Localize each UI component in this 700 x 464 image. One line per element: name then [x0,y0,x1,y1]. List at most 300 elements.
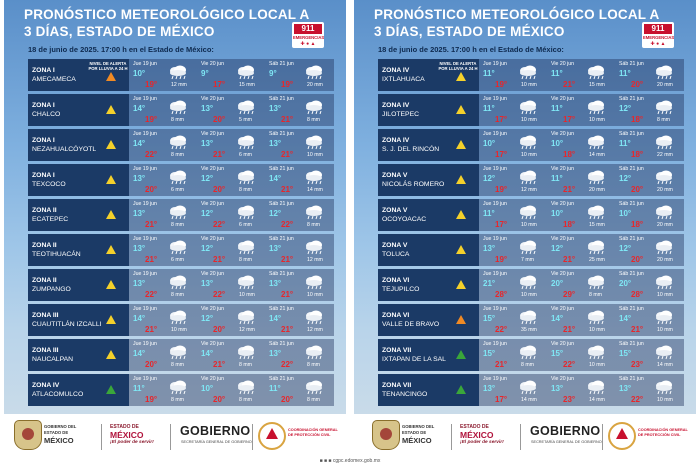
precipitation-amount: 10 mm [171,327,187,333]
zone-name: ZONA I [32,102,55,109]
rain-cloud-icon [167,345,189,361]
max-temperature: 17° [495,395,508,404]
gobierno-title: GOBIERNO [180,424,251,438]
precipitation-amount: 20 mm [657,257,673,263]
rain-cloud-icon [517,205,539,221]
zone-name: ZONA VI [382,277,410,284]
precipitation-amount: 35 mm [521,327,537,333]
social-url[interactable]: cgpc.edomex.gob.mx [332,458,381,464]
rain-cloud-icon [167,275,189,291]
max-temperature: 19° [495,185,508,194]
day-label: Vie 20 jun [201,271,224,277]
min-temperature: 13° [269,104,282,113]
rain-cloud-icon [517,345,539,361]
alert-yellow-icon [106,350,116,359]
min-temperature: 15° [551,349,564,358]
day-forecast [481,199,549,231]
max-temperature: 17° [213,80,226,89]
rain-cloud-icon [585,100,607,116]
rain-cloud-icon [167,170,189,186]
zone-row-nicolas-romero [378,164,684,196]
day-label: Vie 20 jun [201,236,224,242]
day-label: Vie 20 jun [551,376,574,382]
rain-cloud-icon [167,240,189,256]
min-temperature: 13° [133,174,146,183]
min-temperature: 14° [269,314,282,323]
day-forecast [199,339,267,371]
max-temperature: 22° [281,220,294,229]
day-label: Jue 19 jun [133,236,157,242]
day-label: Sáb 21 jun [619,166,644,172]
min-temperature: 11° [483,104,495,113]
municipality-name: S. J. DEL RINCÓN [382,146,440,153]
precipitation-amount: 20 mm [307,82,323,88]
rain-cloud-icon [517,135,539,151]
proteccion-civil-text [288,428,338,438]
alert-orange-icon [456,315,466,324]
rain-cloud-icon [167,310,189,326]
max-temperature: 17° [495,220,508,229]
zone-cell [378,164,479,196]
precipitation-amount: 22 mm [657,152,673,158]
day-forecast [481,304,549,336]
day-forecast [617,374,685,406]
zone-row-amecameca [28,59,334,91]
min-temperature: 9° [269,69,277,78]
min-temperature: 11° [269,384,281,393]
municipality-name: TEOTIHUACÁN [32,251,81,258]
day-label: Jue 19 jun [483,376,507,382]
rain-cloud-icon [303,170,325,186]
precipitation-amount: 14 mm [307,187,323,193]
municipality-name: TEJUPILCO [382,286,420,293]
footer-divider [451,424,452,450]
precipitation-amount: 10 mm [521,292,537,298]
max-temperature: 18° [631,115,644,124]
zone-name: ZONA I [32,137,55,144]
min-temperature: 12° [201,174,214,183]
max-temperature: 21° [145,220,158,229]
max-temperature: 18° [631,150,644,159]
max-temperature: 19° [281,80,294,89]
rain-cloud-icon [517,170,539,186]
rain-cloud-icon [235,345,257,361]
edomex-brand-slogan: ¡El poder de servir! [110,440,154,445]
precipitation-amount: 8 mm [171,152,184,158]
title-line-2: 3 DÍAS, ESTADO DE MÉXICO [24,24,215,39]
day-label: Sáb 21 jun [619,131,644,137]
day-forecast [481,374,549,406]
rain-cloud-icon [235,310,257,326]
max-temperature: 22° [213,220,226,229]
precipitation-amount: 12 mm [521,187,537,193]
social-links[interactable] [0,458,700,464]
min-temperature: 13° [133,279,146,288]
day-forecast [549,94,617,126]
alert-green-icon [456,385,466,394]
precipitation-amount: 5 mm [239,117,252,123]
precipitation-amount: 8 mm [521,362,534,368]
day-forecast [267,269,335,301]
max-temperature: 22° [631,395,644,404]
rain-cloud-icon [585,275,607,291]
precipitation-amount: 12 mm [239,327,255,333]
municipality-name: VALLE DE BRAVO [382,321,440,328]
day-label: Jue 19 jun [483,96,507,102]
day-label: Jue 19 jun [483,306,507,312]
min-temperature: 13° [619,384,632,393]
rain-cloud-icon [235,135,257,151]
municipality-name: ATLACOMULCO [32,391,84,398]
day-label: Sáb 21 jun [269,376,294,382]
zone-cell [28,269,129,301]
precipitation-amount: 10 mm [589,362,605,368]
rain-cloud-icon [585,135,607,151]
rain-cloud-icon [235,240,257,256]
day-forecast [131,304,199,336]
proteccion-line1: COORDINACIÓN GENERAL [638,428,688,432]
min-temperature: 11° [619,69,631,78]
day-forecast [199,234,267,266]
day-label: Jue 19 jun [133,341,157,347]
day-forecast [617,304,685,336]
max-temperature: 21° [281,255,294,264]
zone-name: ZONA V [382,242,408,249]
alert-yellow-icon [106,105,116,114]
municipality-name: NEZAHUALCÓYOTL [32,146,97,153]
day-forecast [481,94,549,126]
day-label: Vie 20 jun [551,96,574,102]
gobierno-subtitle: SECRETARÍA GENERAL DE GOBIERNO [181,440,252,444]
min-temperature: 12° [551,244,564,253]
alert-yellow-icon [106,210,116,219]
zone-cell [378,94,479,126]
precipitation-amount: 25 mm [589,257,605,263]
rain-cloud-icon [653,205,675,221]
day-forecast [267,304,335,336]
day-forecast [617,199,685,231]
day-label: Sáb 21 jun [269,236,294,242]
rain-cloud-icon [517,100,539,116]
precipitation-amount: 15 mm [589,222,605,228]
rain-cloud-icon [235,170,257,186]
gob-edomex-line2: ESTADO DE [402,430,427,435]
max-temperature: 20° [281,395,294,404]
badge-number: 911 [294,24,322,34]
day-label: Jue 19 jun [133,271,157,277]
min-temperature: 14° [269,174,282,183]
min-temperature: 13° [269,349,282,358]
precipitation-amount: 8 mm [657,117,670,123]
min-temperature: 11° [551,104,563,113]
day-forecast [131,129,199,161]
zone-row-texcoco [28,164,334,196]
day-label: Vie 20 jun [551,306,574,312]
zone-row-chalco [28,94,334,126]
day-label: Sáb 21 jun [269,201,294,207]
min-temperature: 14° [201,349,214,358]
precipitation-amount: 10 mm [521,222,537,228]
alert-yellow-icon [106,245,116,254]
max-temperature: 18° [631,220,644,229]
rain-cloud-icon [235,205,257,221]
proteccion-line1: COORDINACIÓN GENERAL [288,428,338,432]
precipitation-amount: 10 mm [521,82,537,88]
proteccion-civil-seal-icon [258,422,286,450]
day-label: Sáb 21 jun [619,341,644,347]
max-temperature: 29° [563,290,576,299]
gob-edomex-line3: MÉXICO [44,436,74,445]
proteccion-civil-text [638,428,688,438]
day-label: Jue 19 jun [133,306,157,312]
zone-cell [28,129,129,161]
day-forecast [199,94,267,126]
rain-cloud-icon [303,310,325,326]
precipitation-amount: 14 mm [521,397,537,403]
day-label: Jue 19 jun [483,341,507,347]
min-temperature: 12° [201,244,214,253]
footer-divider [602,424,603,450]
day-forecast [199,304,267,336]
day-forecast [131,374,199,406]
precipitation-amount: 8 mm [239,362,252,368]
max-temperature: 21° [563,80,576,89]
max-temperature: 20° [213,185,226,194]
day-label: Jue 19 jun [483,131,507,137]
zone-cell [378,234,479,266]
precipitation-amount: 15 mm [589,82,605,88]
day-label: Vie 20 jun [551,271,574,277]
day-forecast [199,129,267,161]
precipitation-amount: 8 mm [171,292,184,298]
zone-cell [378,269,479,301]
precipitation-amount: 6 mm [171,257,184,263]
alert-yellow-icon [456,140,466,149]
precipitation-amount: 6 mm [171,187,184,193]
footer-divider [252,424,253,450]
precipitation-amount: 10 mm [521,152,537,158]
social-icons: ■ ■ ■ [319,458,333,464]
precipitation-amount: 10 mm [307,152,323,158]
day-label: Vie 20 jun [201,306,224,312]
precipitation-amount: 15 mm [239,82,255,88]
day-forecast [481,59,549,91]
max-temperature: 20° [145,360,158,369]
badge-number: 911 [644,24,672,34]
day-forecast [267,129,335,161]
precipitation-amount: 8 mm [171,117,184,123]
min-temperature: 11° [133,384,145,393]
max-temperature: 22° [563,360,576,369]
max-temperature: 20° [213,115,226,124]
day-label: Vie 20 jun [551,201,574,207]
min-temperature: 11° [483,209,495,218]
rain-cloud-icon [167,100,189,116]
rain-cloud-icon [517,240,539,256]
zone-cell [378,59,479,91]
zone-row-ixtapan-de-la-sal [378,339,684,371]
zone-cell [378,199,479,231]
zone-name: ZONA I [32,172,55,179]
day-label: Vie 20 jun [551,166,574,172]
max-temperature: 21° [281,290,294,299]
zone-row-jilotepec [378,94,684,126]
zone-row-ecatepec [28,199,334,231]
zone-name: ZONA III [32,312,59,319]
day-forecast [549,129,617,161]
rain-cloud-icon [585,345,607,361]
day-forecast [267,339,335,371]
zone-row-ocoyoacac [378,199,684,231]
edomex-brand-logo [110,424,154,445]
max-temperature: 22° [213,290,226,299]
day-forecast [267,94,335,126]
zone-name: ZONA II [32,277,57,284]
min-temperature: 14° [619,314,632,323]
alert-yellow-icon [456,280,466,289]
max-temperature: 18° [563,220,576,229]
min-temperature: 12° [619,174,632,183]
emergency-icons: ✚ ● ▲ [650,41,666,47]
rain-cloud-icon [585,310,607,326]
max-temperature: 28° [495,290,508,299]
min-temperature: 14° [133,139,146,148]
zone-name: ZONA I [32,67,55,74]
day-forecast [131,269,199,301]
day-forecast [131,234,199,266]
precipitation-amount: 6 mm [239,152,252,158]
alert-yellow-icon [456,175,466,184]
day-forecast [481,234,549,266]
min-temperature: 11° [619,139,631,148]
day-label: Jue 19 jun [483,61,507,67]
day-label: Sáb 21 jun [269,96,294,102]
day-label: Vie 20 jun [201,96,224,102]
day-forecast [617,59,685,91]
alert-yellow-icon [106,315,116,324]
precipitation-amount: 8 mm [307,397,320,403]
precipitation-amount: 10 mm [589,327,605,333]
rain-cloud-icon [303,380,325,396]
day-forecast [481,164,549,196]
edomex-brand-logo [460,424,504,445]
day-forecast [549,234,617,266]
day-forecast [549,164,617,196]
day-forecast [617,129,685,161]
day-label: Jue 19 jun [133,61,157,67]
max-temperature: 21° [213,150,226,159]
precipitation-amount: 14 mm [657,362,673,368]
day-label: Sáb 21 jun [619,376,644,382]
zone-cell [28,164,129,196]
day-label: Jue 19 jun [483,201,507,207]
day-label: Vie 20 jun [551,131,574,137]
title-line-2: 3 DÍAS, ESTADO DE MÉXICO [374,24,565,39]
municipality-name: ZUMPANGO [32,286,71,293]
zone-cell [28,234,129,266]
precipitation-amount: 20 mm [657,222,673,228]
precipitation-amount: 8 mm [307,362,320,368]
zone-row-atlacomulco [28,374,334,406]
zone-cell [378,304,479,336]
rain-cloud-icon [653,275,675,291]
emergency-911-badge [292,22,324,48]
rain-cloud-icon [653,345,675,361]
day-label: Vie 20 jun [551,236,574,242]
day-forecast [481,269,549,301]
precipitation-amount: 14 mm [589,152,605,158]
rain-cloud-icon [235,65,257,81]
day-label: Sáb 21 jun [269,306,294,312]
zone-name: ZONA V [382,172,408,179]
day-label: Sáb 21 jun [619,236,644,242]
gob-edomex-logo [14,420,94,454]
rain-cloud-icon [303,100,325,116]
municipality-name: CHALCO [32,111,61,118]
rain-cloud-icon [303,275,325,291]
day-forecast [199,199,267,231]
zone-cell [28,374,129,406]
max-temperature: 21° [281,150,294,159]
min-temperature: 12° [619,104,632,113]
min-temperature: 13° [551,384,564,393]
gob-edomex-line3: MÉXICO [402,436,432,445]
precipitation-amount: 10 mm [307,292,323,298]
min-temperature: 12° [483,174,496,183]
edomex-brand-slogan: ¡El poder de servir! [460,440,504,445]
precipitation-amount: 8 mm [171,362,184,368]
day-label: Jue 19 jun [133,201,157,207]
proteccion-line2: DE PROTECCIÓN CIVIL [638,433,681,437]
forecast-title [374,6,659,40]
day-forecast [617,234,685,266]
badge-label: EMERGENCIAS [643,35,675,40]
municipality-name: NAUCALPAN [32,356,74,363]
min-temperature: 14° [133,104,146,113]
proteccion-civil-seal-icon [608,422,636,450]
zone-name: ZONA VI [382,312,410,319]
day-label: Sáb 21 jun [619,96,644,102]
zone-name: ZONA VII [382,347,412,354]
min-temperature: 15° [483,349,496,358]
max-temperature: 20° [145,185,158,194]
municipality-name: AMECAMECA [32,76,76,83]
zone-row-tenancingo [378,374,684,406]
rain-cloud-icon [653,240,675,256]
max-temperature: 21° [145,255,158,264]
max-temperature: 28° [631,290,644,299]
precipitation-amount: 8 mm [239,187,252,193]
max-temperature: 21° [213,360,226,369]
zone-row-toluca [378,234,684,266]
precipitation-amount: 8 mm [171,222,184,228]
max-temperature: 21° [563,185,576,194]
rain-cloud-icon [585,240,607,256]
municipality-name: NICOLÁS ROMERO [382,181,445,188]
precipitation-amount: 10 mm [657,397,673,403]
rain-cloud-icon [235,275,257,291]
proteccion-line2: DE PROTECCIÓN CIVIL [288,433,331,437]
edomex-brand-line1: ESTADO DE [460,424,489,430]
min-temperature: 12° [269,209,282,218]
max-temperature: 21° [631,325,644,334]
max-temperature: 21° [563,325,576,334]
min-temperature: 13° [483,244,496,253]
day-label: Jue 19 jun [133,166,157,172]
min-temperature: 10° [551,209,564,218]
zone-row-valle-de-bravo [378,304,684,336]
zone-name: ZONA IV [382,67,410,74]
